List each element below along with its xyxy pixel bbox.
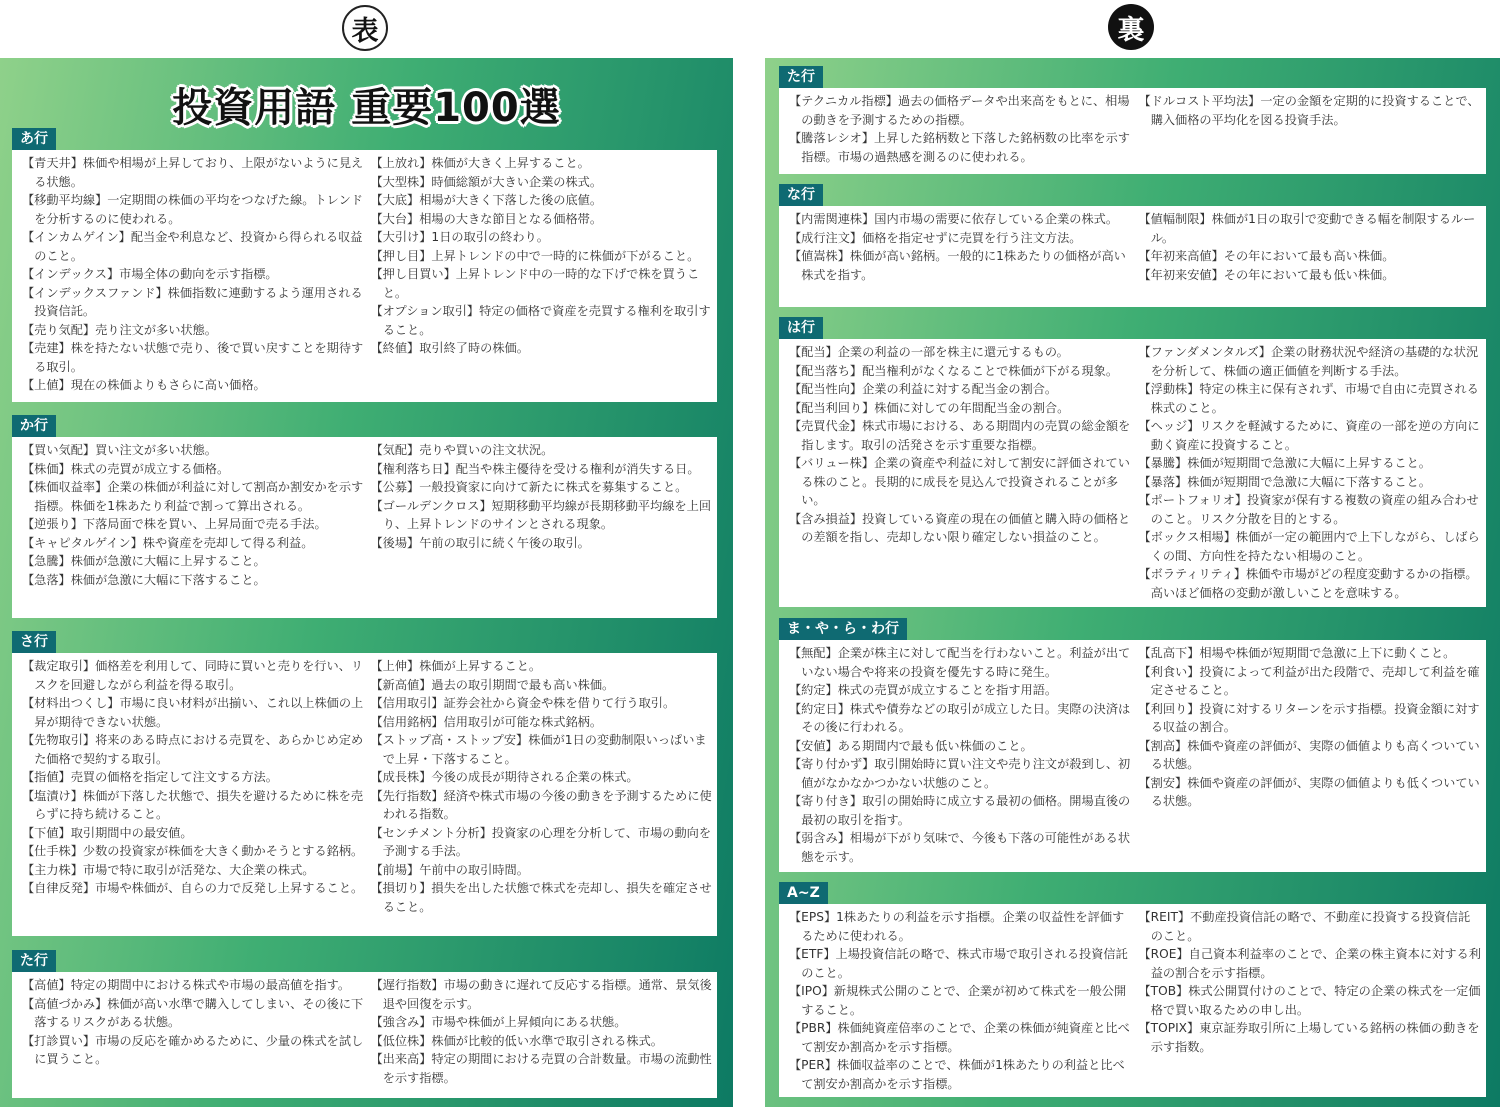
term-entry: 【大底】相場が大きく下落した後の底値。 (370, 193, 603, 207)
term-entry: 【弱含み】相場が下がり気味で、今後も下落の可能性がある状態を示す。 (789, 831, 1131, 864)
term-entry: 【含み損益】投資している資産の現在の価値と購入時の価格との差額を指し、売却しない限り確定しない損益のこと。 (789, 511, 1131, 544)
term-entry: 【暴騰】株価が短期間で急激に大幅に上昇すること。 (1138, 456, 1431, 470)
term-entry: 【指値】売買の価格を指定して注文する方法。 (22, 770, 278, 784)
term-entry: 【ボックス相場】株価が一定の範囲内で上下しながら、しばらくの間、方向性を持たない相場のこと。 (1138, 530, 1480, 563)
term-entry: 【EPS】1株あたりの利益を示す指標。企業の収益性を評価するために使われる。 (789, 910, 1125, 943)
term-entry: 【株価収益率】企業の株価が利益に対して割高か割安かを示す指標。株価を1株あたり利益で割って算出される。 (22, 480, 364, 513)
term-column (789, 92, 1133, 174)
section-sa-row (12, 631, 717, 936)
term-entry: 【インデックスファンド】株価指数に連動するよう運用される投資信託。 (22, 285, 363, 318)
term-entry: 【配当】企業の利益の一部を株主に還元するもの。 (789, 345, 1069, 359)
term-entry: 【センチメント分析】投資家の心理を分析して、市場の動向を予測する手法。 (370, 825, 712, 858)
term-column (22, 657, 365, 936)
term-entry: 【REIT】不動産投資信託の略で、不動産に投資する投資信託のこと。 (1138, 910, 1471, 943)
term-column (1139, 210, 1483, 307)
term-entry: 【打診買い】市場の反応を確かめるために、少量の株式を試しに買うこと。 (22, 1033, 364, 1066)
term-entry: 【上放れ】株価が大きく上昇すること。 (370, 156, 590, 170)
term-entry: 【主力株】市場で特に取引が活発な、大企業の株式。 (22, 862, 315, 877)
term-entry: 【割高】株価や資産の評価が、実際の価値よりも高くついている状態。 (1138, 738, 1480, 771)
term-entry: 【ゴールデンクロス】短期移動平均線が長期移動平均線を上回り、上昇トレンドのサインとされる現象。 (370, 498, 712, 531)
term-entry: 【ファンダメンタルズ】企業の財務状況や経済の基礎的な状況を分析して、株価の適正価値を判断する手法。 (1138, 345, 1479, 378)
term-column (1139, 343, 1483, 607)
page-title: 投資用語 重要100選 (172, 85, 561, 131)
section-ma-ya-ra-wa-row (779, 618, 1486, 872)
term-entry: 【公募】一般投資家に向けて新たに株式を募集すること。 (370, 480, 688, 494)
term-entry: 【約定】株式の売買が成立することを指す用語。 (789, 683, 1058, 697)
term-entry: 【売買代金】株式市場における、ある期間内の売買の総金額を指します。取引の活発さを示す重要な指標。 (789, 419, 1131, 452)
front-side-badge: 表 (342, 5, 388, 51)
term-entry: 【信用取引】証券会社から資金や株を借りて行う取引。 (370, 696, 676, 710)
term-entry: 【値幅制限】株価が1日の取引で変動できる幅を制限するルール。 (1138, 212, 1476, 245)
term-entry: 【成行注文】価格を指定せずに売買を行う注文方法。 (789, 230, 1082, 245)
section-ha-row (779, 317, 1486, 607)
term-entry: 【買い気配】買い注文が多い状態。 (22, 443, 217, 457)
section-a-row (12, 128, 717, 402)
section-label: さ行 (12, 631, 56, 653)
term-entry: 【PER】株価収益率のことで、株価が1株あたりの利益と比べて割安か割高かを示す指標。 (789, 1058, 1125, 1091)
term-entry: 【売り気配】売り注文が多い状態。 (22, 322, 217, 337)
term-entry: 【先行指数】経済や株式市場の今後の動きを予測するために使われる指数。 (370, 788, 712, 821)
term-entry: 【利食い】投資によって利益が出た段階で、売却して利益を確定させること。 (1138, 664, 1480, 697)
term-entry: 【年初来安値】その年において最も低い株価。 (1138, 267, 1395, 282)
term-entry: 【高値】特定の期間中における株式や市場の最高値を指す。 (22, 978, 351, 992)
term-entry: 【高値づかみ】株価が高い水準で購入してしまい、その後に下落するリスクがある状態。 (22, 996, 364, 1029)
term-entry: 【PBR】株価純資産倍率のことで、企業の株価が純資産と比べて割安か割高かを示す指標。 (789, 1021, 1130, 1054)
term-entry: 【仕手株】少数の投資家が株価を大きく動かそうとする銘柄。 (22, 844, 364, 858)
term-column (1139, 92, 1483, 174)
term-entry: 【大型株】時価総額が大きい企業の株式。 (370, 174, 603, 189)
term-entry: 【インデックス】市場全体の動向を示す指標。 (22, 267, 278, 281)
term-entry: 【寄り付き】取引の開始時に成立する最初の価格。開場直後の最初の取引を指す。 (789, 794, 1131, 827)
term-entry: 【内需関連株】国内市場の需要に依存している企業の株式。 (789, 212, 1119, 226)
section-label: あ行 (12, 128, 56, 150)
term-entry: 【塩漬け】株価が下落した状態で、損失を避けるために株を売らずに持ち続けること。 (22, 788, 364, 821)
term-entry: 【TOPIX】東京証券取引所に上場している銘柄の株価の動きを示す指数。 (1138, 1021, 1480, 1054)
term-entry: 【暴落】株価が短期間で急激に大幅に下落すること。 (1138, 474, 1431, 489)
term-entry: 【上伸】株価が上昇すること。 (370, 659, 542, 673)
term-column (1139, 908, 1483, 1097)
term-entry: 【押し目】上昇トレンドの中で一時的に株価が下がること。 (370, 248, 700, 263)
term-entry: 【自律反発】市場や株価が、自らの力で反発し上昇すること。 (22, 881, 364, 895)
term-entry: 【TOB】株式公開買付けのことで、特定の企業の株式を一定価格で買い取るための申し出。 (1138, 984, 1481, 1017)
back-panel (765, 58, 1500, 1107)
section-label: た行 (12, 950, 56, 972)
term-entry: 【大引け】1日の取引の終わり。 (370, 230, 549, 244)
term-entry: 【無配】企業が株主に対して配当を行わないこと。利益が出ていない場合や将来の投資を優先する時に発生。 (789, 646, 1131, 679)
term-entry: 【気配】売りや買いの注文状況。 (370, 443, 554, 457)
term-entry: 【インカムゲイン】配当金や利息など、投資から得られる収益のこと。 (22, 230, 363, 263)
term-entry: 【移動平均線】一定期間の株価の平均をつなげた線。トレンドを分析するのに使われる。 (22, 193, 363, 226)
term-entry: 【ヘッジ】リスクを軽減するために、資産の一部を逆の方向に動く資産に投資すること。 (1138, 419, 1480, 452)
term-column (789, 644, 1133, 872)
term-entry: 【裁定取引】価格差を利用して、同時に買いと売りを行い、リスクを回避しながら利益を得る取引。 (22, 659, 364, 692)
term-column (789, 210, 1133, 307)
term-entry: 【ストップ高・ストップ安】株価が1日の変動制限いっぱいまで上昇・下落すること。 (370, 733, 707, 766)
section-ta-row-back (779, 66, 1486, 174)
term-column (22, 976, 365, 1098)
back-side-badge: 裏 (1108, 4, 1154, 50)
term-entry: 【材料出つくし】市場に良い材料が出揃い、これ以上株価の上昇が期待できない状態。 (22, 696, 364, 729)
term-entry: 【青天井】株価や相場が上昇しており、上限がないように見える状態。 (22, 156, 364, 189)
term-entry: 【騰落レシオ】上昇した銘柄数と下落した銘柄数の比率を示す指標。市場の過熱感を測るのに使われる。 (789, 131, 1130, 164)
term-entry: 【利回り】投資に対するリターンを示す指標。投資金額に対する収益の割合。 (1138, 701, 1480, 734)
term-entry: 【権利落ち日】配当や株主優待を受ける権利が消失する日。 (370, 461, 700, 476)
term-entry: 【ETF】上場投資信託の略で、株式市場で取引される投資信託のこと。 (789, 947, 1128, 980)
term-entry: 【配当利回り】株価に対しての年間配当金の割合。 (789, 400, 1070, 415)
term-entry: 【キャピタルゲイン】株や資産を売却して得る利益。 (22, 535, 314, 550)
term-entry: 【株価】株式の売買が成立する価格。 (22, 461, 230, 476)
term-entry: 【低位株】株価が比較的低い水準で取引される株式。 (370, 1033, 663, 1048)
term-entry: 【急落】株価が急激に大幅に下落すること。 (22, 572, 266, 587)
term-column (22, 441, 365, 618)
term-entry: 【約定日】株式や債券などの取引が成立した日。実際の決済はその後に行われる。 (789, 701, 1131, 734)
term-entry: 【先物取引】将来のある時点における売買を、あらかじめ定めた価格で契約する取引。 (22, 733, 364, 766)
section-na-row (779, 184, 1486, 307)
term-entry: 【押し目買い】上昇トレンド中の一時的な下げで株を買うこと。 (370, 267, 700, 300)
term-column (1139, 644, 1483, 872)
term-column (371, 657, 714, 936)
term-entry: 【ROE】自己資本利益率のことで、企業の株主資本に対する利益の割合を示す指標。 (1138, 947, 1481, 980)
term-entry: 【損切り】損失を出した状態で株式を売却し、損失を確定させること。 (370, 881, 712, 914)
term-entry: 【終値】取引終了時の株価。 (370, 341, 529, 355)
term-entry: 【ポートフォリオ】投資家が保有する複数の資産の組み合わせのこと。リスク分散を目的とする。 (1138, 493, 1479, 526)
term-entry: 【新高値】過去の取引期間で最も高い株価。 (370, 677, 615, 692)
term-entry: 【急騰】株価が急激に大幅に上昇すること。 (22, 554, 266, 568)
term-entry: 【ボラティリティ】株価や市場がどの程度変動するかの指標。高いほど価格の変動が激しいことを意味する。 (1138, 567, 1478, 600)
section-label: た行 (779, 66, 823, 88)
term-entry: 【逆張り】下落局面で株を買い、上昇局面で売る手法。 (22, 517, 327, 531)
term-column (371, 154, 714, 402)
term-entry: 【前場】午前中の取引時間。 (370, 862, 529, 877)
term-entry: 【遅行指数】市場の動きに遅れて反応する指標。通常、景気後退や回復を示す。 (370, 978, 712, 1011)
section-label: A~Z (779, 882, 828, 904)
term-entry: 【大台】相場の大きな節目となる価格帯。 (370, 211, 603, 226)
term-entry: 【成長株】今後の成長が期待される企業の株式。 (370, 770, 639, 784)
term-entry: 【バリュー株】企業の資産や利益に対して割安に評価されている株のこと。長期的に成長を見込んで投資されることが多い。 (789, 456, 1130, 507)
term-column (789, 908, 1133, 1097)
term-entry: 【オプション取引】特定の価格で資産を売買する権利を取引すること。 (370, 304, 711, 337)
term-entry: 【上値】現在の株価よりもさらに高い価格。 (22, 378, 266, 392)
term-entry: 【配当性向】企業の利益に対する配当金の割合。 (789, 382, 1058, 396)
section-label: ま・や・ら・わ行 (779, 618, 907, 640)
section-ka-row (12, 415, 717, 618)
term-column (789, 343, 1133, 607)
term-entry: 【後場】午前の取引に続く午後の取引。 (370, 535, 590, 550)
term-entry: 【値嵩株】株価が高い銘柄。一般的に1株あたりの価格が高い株式を指す。 (789, 249, 1126, 282)
section-a-z (779, 882, 1486, 1097)
term-entry: 【売建】株を持たない状態で売り、後で買い戻すことを期待する取引。 (22, 341, 364, 374)
term-entry: 【寄り付かず】取引開始時に買い注文や売り注文が殺到し、初値がなかなかつかない状態のこと。 (789, 757, 1131, 790)
section-label: か行 (12, 415, 56, 437)
term-entry: 【年初来高値】その年において最も高い株価。 (1138, 249, 1395, 263)
term-entry: 【浮動株】特定の株主に保有されず、市場で自由に売買される株式のこと。 (1138, 382, 1479, 415)
section-label: な行 (779, 184, 823, 206)
front-panel (0, 58, 733, 1107)
term-entry: 【強含み】市場や株価が上昇傾向にある状態。 (370, 1015, 627, 1029)
term-entry: 【信用銘柄】信用取引が可能な株式銘柄。 (370, 714, 603, 729)
term-entry: 【割安】株価や資産の評価が、実際の価値よりも低くついている状態。 (1138, 775, 1480, 808)
section-ta-row (12, 950, 717, 1098)
term-column (22, 154, 365, 402)
term-entry: 【出来高】特定の期間における売買の合計数量。市場の流動性を示す指標。 (370, 1052, 712, 1085)
term-entry: 【下値】取引期間中の最安値。 (22, 825, 193, 840)
term-entry: 【IPO】新規株式公開のことで、企業が初めて株式を一般公開すること。 (789, 984, 1127, 1017)
term-entry: 【安値】ある期間内で最も低い株価のこと。 (789, 738, 1033, 753)
section-label: は行 (779, 317, 823, 339)
term-column (371, 976, 714, 1098)
term-entry: 【配当落ち】配当権利がなくなることで株価が下がる現象。 (789, 363, 1119, 378)
term-entry: 【乱高下】相場や株価が短期間で急激に上下に動くこと。 (1138, 646, 1456, 660)
term-entry: 【テクニカル指標】過去の価格データや出来高をもとに、相場の動きを予測するための指標。 (789, 94, 1130, 127)
term-column (371, 441, 714, 618)
term-entry: 【ドルコスト平均法】一定の金額を定期的に投資することで、購入価格の平均化を図る投資手法。 (1138, 94, 1480, 127)
